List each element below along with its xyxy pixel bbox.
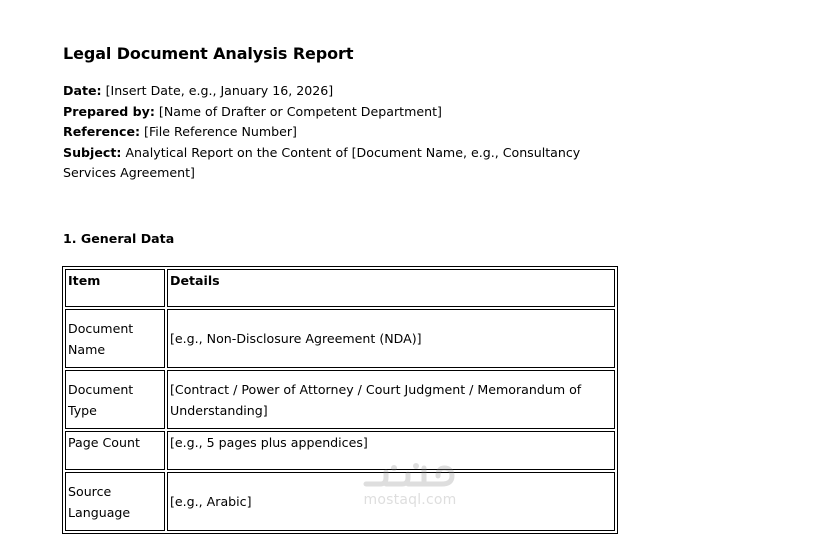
meta-reference-value: [File Reference Number] xyxy=(140,124,297,139)
mostaql-logo-icon xyxy=(358,458,462,494)
meta-prepared-by-label: Prepared by: xyxy=(63,103,155,119)
meta-subject xyxy=(63,143,611,184)
document-meta xyxy=(63,81,611,184)
table-row xyxy=(65,309,615,368)
table-row xyxy=(65,431,615,470)
meta-reference-label: Reference: xyxy=(63,124,141,139)
meta-subject-value: Analytical Report on the Content of [Document Name, e.g., Consultancy Services Agreement] xyxy=(63,144,581,180)
meta-prepared-by-value: [Name of Drafter or Competent Department] xyxy=(154,103,442,119)
document-title: Legal Document Analysis Report xyxy=(63,44,354,63)
section-heading-general-data: 1. General Data xyxy=(63,231,175,246)
meta-date xyxy=(63,81,611,102)
mostaql-watermark xyxy=(358,458,462,510)
table-cell-details: [e.g., Arabic] xyxy=(167,472,615,531)
table-cell-details: [e.g., Non-Disclosure Agreement (NDA)] xyxy=(167,309,615,368)
meta-reference xyxy=(63,122,611,143)
table-cell-item: Page Count xyxy=(65,431,165,470)
meta-prepared-by xyxy=(63,102,611,123)
table-cell-item: Source Language xyxy=(65,472,165,531)
table-cell-details: [e.g., 5 pages plus appendices] xyxy=(167,431,615,470)
table-header-row xyxy=(65,269,615,307)
table-header-details: Details xyxy=(167,269,615,307)
table-cell-item: Document Type xyxy=(65,370,165,429)
watermark-site-text: mostaql.com xyxy=(363,492,457,508)
meta-date-label: Date: xyxy=(63,83,102,98)
meta-date-value: [Insert Date, e.g., January 16, 2026] xyxy=(101,83,334,98)
table-row xyxy=(65,472,615,531)
table-row xyxy=(65,370,615,429)
table-header-item: Item xyxy=(65,269,165,307)
general-data-table xyxy=(62,266,618,534)
table-cell-item: Document Name xyxy=(65,309,165,368)
table-cell-details: [Contract / Power of Attorney / Court Judgment / Memorandum of Understanding] xyxy=(167,370,615,429)
meta-subject-label: Subject: xyxy=(63,144,122,160)
